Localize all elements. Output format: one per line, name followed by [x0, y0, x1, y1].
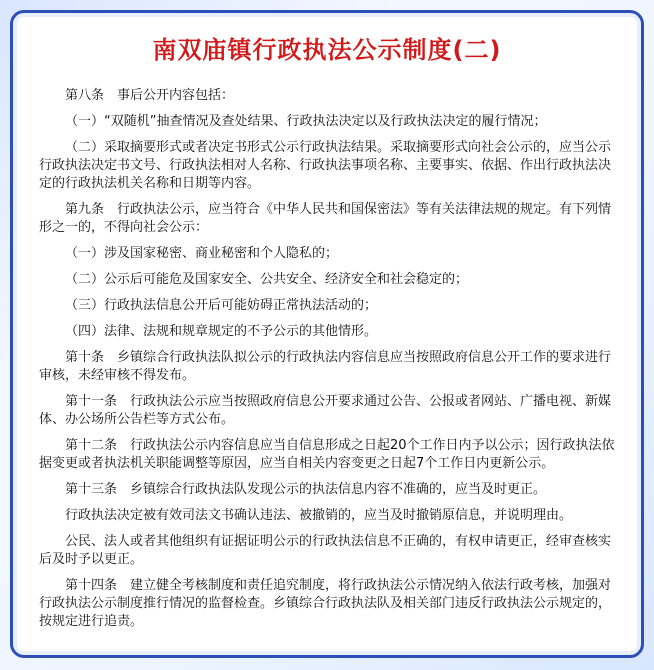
paragraph-01: 第八条 事后公开内容包括：: [65, 88, 235, 103]
paragraph-14: 公民、法人或者其他组织有证据证明公示的行政执法信息不正确的，有权申请更正，经审查核实后及时予以更正。: [39, 534, 612, 567]
page-title: 南双庙镇行政执法公示制度(二): [152, 36, 502, 64]
paragraph-04: 第九条 行政执法公示，应当符合《中华人民共和国保密法》等有关法律法规的规定。有下列情形之一的，不得向社会公示：: [39, 202, 612, 235]
paragraph-13: 行政执法决定被有效司法文书确认违法、被撤销的，应当及时撤销原信息，并说明理由。: [65, 508, 573, 523]
paragraph-12: 第十三条 乡镇综合行政执法队发现公示的执法信息内容不准确的，应当及时更正。: [65, 482, 547, 497]
notice-panel: [10, 10, 644, 658]
paragraph-10: 第十一条 行政执法公示应当按照政府信息公开要求通过公告、公报或者网站、广播电视、新媒体、办公场所公告栏等方式公布。: [39, 394, 612, 427]
paragraph-09: 第十条 乡镇综合行政执法队拟公示的行政执法内容信息应当按照政府信息公开工作的要求进行审核，未经审核不得发布。: [39, 350, 612, 383]
paragraph-08: （四）法律、法规和规章规定的不予公示的其他情形。: [65, 324, 378, 339]
paragraph-06: （二）公示后可能危及国家安全、公共安全、经济安全和社会稳定的；: [65, 272, 469, 287]
paragraph-05: （一）涉及国家秘密、商业秘密和个人隐私的；: [65, 246, 339, 261]
paragraph-03: （二）采取摘要形式或者决定书形式公示行政执法结果。采取摘要形式向社会公示的，应当公示行政执法决定书文号、行政执法相对人名称、行政执法事项名称、主要事实、依据、作出行政执法决定的行政执法机关名称和日期等内容。: [39, 140, 612, 191]
document-body: [39, 87, 615, 631]
paragraph-11: 第十二条 行政执法公示内容信息应当自信息形成之日起20个工作日内予以公示；因行政执法依据变更或者执法机关职能调整等原因，应当自相关内容变更之日起7个工作日内更新公示。: [39, 438, 615, 471]
paragraph-02: （一）“双随机”抽查情况及查处结果、行政执法决定以及行政执法决定的履行情况；: [65, 114, 547, 129]
paragraph-07: （三）行政执法信息公开后可能妨碍正常执法活动的；: [65, 298, 378, 313]
paragraph-15: 第十四条 建立健全考核制度和责任追究制度，将行政执法公示情况纳入依法行政考核，加强对行政执法公示制度推行情况的监督检查。乡镇综合行政执法队及相关部门违反行政执法公示规定的，按规定进行追责。: [39, 578, 612, 629]
